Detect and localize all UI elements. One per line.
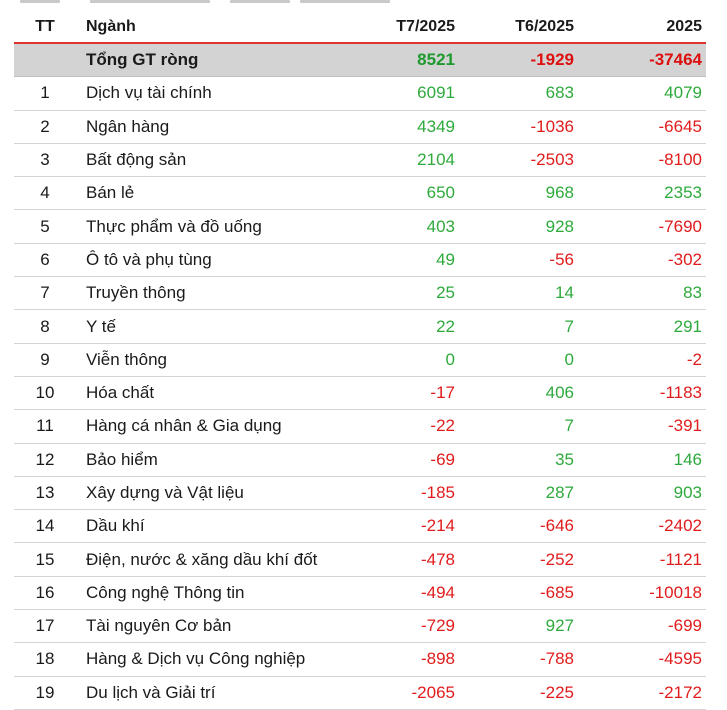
- row-t6-value: 968: [459, 177, 578, 210]
- row-year-value: 291: [578, 310, 706, 343]
- total-tt-cell: [14, 43, 76, 77]
- row-t6-value: 14: [459, 277, 578, 310]
- header-tt: TT: [14, 12, 76, 43]
- table-row: [14, 277, 706, 310]
- row-index: 9: [14, 343, 76, 376]
- row-index: 19: [14, 676, 76, 709]
- row-t6-value: -2503: [459, 143, 578, 176]
- row-t7-value: 49: [344, 243, 459, 276]
- row-t7-value: -69: [344, 443, 459, 476]
- row-t7-value: 403: [344, 210, 459, 243]
- total-label: Tổng GT ròng: [76, 43, 344, 77]
- row-index: 16: [14, 576, 76, 609]
- row-index: 8: [14, 310, 76, 343]
- row-year-value: -699: [578, 610, 706, 643]
- row-t6-value: -788: [459, 643, 578, 676]
- row-t6-value: -646: [459, 510, 578, 543]
- table-row: [14, 343, 706, 376]
- row-sector-name: Du lịch và Giải trí: [76, 676, 344, 709]
- table-row: [14, 576, 706, 609]
- row-sector-name: Hóa chất: [76, 376, 344, 409]
- row-year-value: -302: [578, 243, 706, 276]
- sector-net-value-table: [14, 12, 706, 710]
- row-t7-value: 25: [344, 277, 459, 310]
- row-t7-value: 2104: [344, 143, 459, 176]
- cropped-header-fragment: [0, 0, 727, 8]
- row-year-value: -2402: [578, 510, 706, 543]
- table-row: [14, 610, 706, 643]
- row-t6-value: 7: [459, 310, 578, 343]
- table-row: [14, 143, 706, 176]
- row-t6-value: 683: [459, 77, 578, 110]
- row-year-value: -6645: [578, 110, 706, 143]
- row-index: 1: [14, 77, 76, 110]
- table-row: [14, 376, 706, 409]
- row-index: 3: [14, 143, 76, 176]
- row-year-value: 146: [578, 443, 706, 476]
- total-t7: 8521: [344, 43, 459, 77]
- row-index: 11: [14, 410, 76, 443]
- table-header-row: [14, 12, 706, 43]
- row-t7-value: -478: [344, 543, 459, 576]
- total-t6: -1929: [459, 43, 578, 77]
- table-row: [14, 410, 706, 443]
- header-2025: 2025: [578, 12, 706, 43]
- row-sector-name: Hàng cá nhân & Gia dụng: [76, 410, 344, 443]
- row-t7-value: -22: [344, 410, 459, 443]
- table-row: [14, 210, 706, 243]
- row-year-value: -8100: [578, 143, 706, 176]
- row-index: 15: [14, 543, 76, 576]
- table-row: [14, 476, 706, 509]
- row-t6-value: 406: [459, 376, 578, 409]
- row-t7-value: -494: [344, 576, 459, 609]
- row-sector-name: Ngân hàng: [76, 110, 344, 143]
- row-t7-value: -2065: [344, 676, 459, 709]
- header-t6-2025: T6/2025: [459, 12, 578, 43]
- row-sector-name: Dịch vụ tài chính: [76, 77, 344, 110]
- header-sector: Ngành: [76, 12, 344, 43]
- row-year-value: -2172: [578, 676, 706, 709]
- row-sector-name: Bảo hiểm: [76, 443, 344, 476]
- row-index: 4: [14, 177, 76, 210]
- row-t7-value: -214: [344, 510, 459, 543]
- row-sector-name: Xây dựng và Vật liệu: [76, 476, 344, 509]
- table-row: [14, 443, 706, 476]
- total-row: [14, 43, 706, 77]
- row-index: 18: [14, 643, 76, 676]
- table-row: [14, 510, 706, 543]
- row-index: 10: [14, 376, 76, 409]
- row-year-value: -1121: [578, 543, 706, 576]
- row-year-value: 4079: [578, 77, 706, 110]
- row-index: 5: [14, 210, 76, 243]
- row-t6-value: 287: [459, 476, 578, 509]
- row-t6-value: -56: [459, 243, 578, 276]
- table-row: [14, 543, 706, 576]
- row-year-value: -4595: [578, 643, 706, 676]
- row-sector-name: Dầu khí: [76, 510, 344, 543]
- row-t6-value: 35: [459, 443, 578, 476]
- row-sector-name: Viễn thông: [76, 343, 344, 376]
- row-sector-name: Bất động sản: [76, 143, 344, 176]
- row-index: 2: [14, 110, 76, 143]
- row-index: 12: [14, 443, 76, 476]
- row-t6-value: 7: [459, 410, 578, 443]
- row-year-value: 2353: [578, 177, 706, 210]
- row-t6-value: 927: [459, 610, 578, 643]
- row-t7-value: 6091: [344, 77, 459, 110]
- row-sector-name: Thực phẩm và đồ uống: [76, 210, 344, 243]
- table-row: [14, 110, 706, 143]
- row-index: 6: [14, 243, 76, 276]
- table-row: [14, 243, 706, 276]
- row-year-value: -391: [578, 410, 706, 443]
- table-row: [14, 676, 706, 709]
- row-t7-value: -898: [344, 643, 459, 676]
- table-row: [14, 643, 706, 676]
- row-year-value: -1183: [578, 376, 706, 409]
- table-row: [14, 77, 706, 110]
- row-year-value: -10018: [578, 576, 706, 609]
- row-t7-value: -185: [344, 476, 459, 509]
- row-t6-value: 0: [459, 343, 578, 376]
- table-row: [14, 310, 706, 343]
- row-t6-value: -685: [459, 576, 578, 609]
- row-t6-value: -225: [459, 676, 578, 709]
- row-sector-name: Y tế: [76, 310, 344, 343]
- total-year: -37464: [578, 43, 706, 77]
- row-index: 17: [14, 610, 76, 643]
- row-t7-value: 22: [344, 310, 459, 343]
- row-index: 14: [14, 510, 76, 543]
- row-sector-name: Ô tô và phụ tùng: [76, 243, 344, 276]
- row-sector-name: Hàng & Dịch vụ Công nghiệp: [76, 643, 344, 676]
- row-sector-name: Công nghệ Thông tin: [76, 576, 344, 609]
- table-row: [14, 177, 706, 210]
- row-year-value: 903: [578, 476, 706, 509]
- header-t7-2025: T7/2025: [344, 12, 459, 43]
- row-t6-value: 928: [459, 210, 578, 243]
- row-t7-value: -729: [344, 610, 459, 643]
- row-t6-value: -252: [459, 543, 578, 576]
- row-year-value: 83: [578, 277, 706, 310]
- row-t7-value: 0: [344, 343, 459, 376]
- row-index: 13: [14, 476, 76, 509]
- row-index: 7: [14, 277, 76, 310]
- row-sector-name: Bán lẻ: [76, 177, 344, 210]
- row-t7-value: 650: [344, 177, 459, 210]
- row-year-value: -2: [578, 343, 706, 376]
- row-sector-name: Tài nguyên Cơ bản: [76, 610, 344, 643]
- row-sector-name: Điện, nước & xăng dầu khí đốt: [76, 543, 344, 576]
- row-sector-name: Truyền thông: [76, 277, 344, 310]
- row-t7-value: -17: [344, 376, 459, 409]
- row-year-value: -7690: [578, 210, 706, 243]
- row-t6-value: -1036: [459, 110, 578, 143]
- row-t7-value: 4349: [344, 110, 459, 143]
